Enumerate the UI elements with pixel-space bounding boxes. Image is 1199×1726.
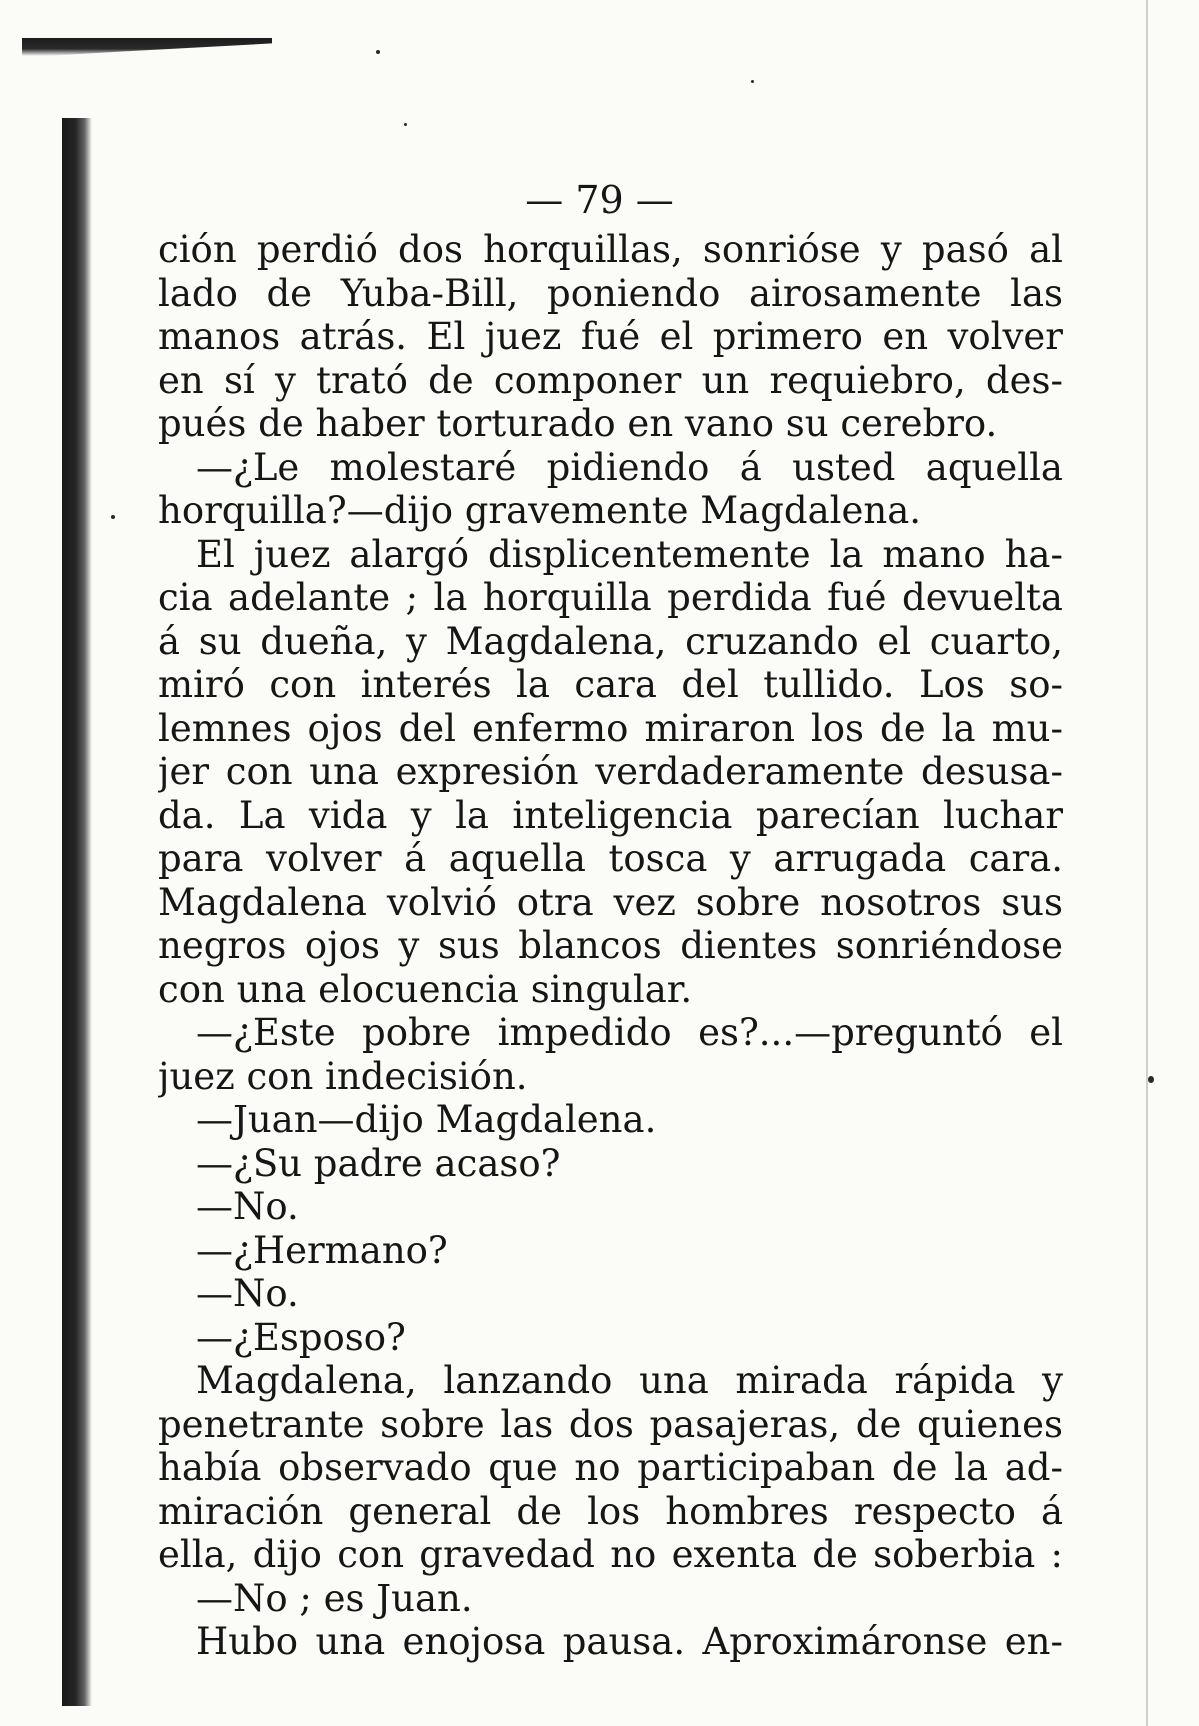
- text-line: había observado que no participaban de la ad-: [158, 1446, 1063, 1489]
- text-line: —¿Su padre acaso?: [196, 1141, 561, 1185]
- text-line: en sí y trató de componer un requiebro, des-: [158, 358, 1063, 402]
- text-line: Magdalena volvió otra vez sobre nosotros sus: [158, 880, 1063, 924]
- text-line: penetrante sobre las dos pasajeras, de quienes: [158, 1402, 1063, 1446]
- text-line: miró con interés la cara del tullido. Los so-: [158, 663, 1063, 706]
- speck: [751, 80, 754, 83]
- speck: [404, 123, 407, 126]
- text-line: lemnes ojos del enfermo miraron los de la mu-: [158, 706, 1063, 750]
- text-line: —¿Le molestaré pidiendo á usted aquella: [196, 445, 1063, 489]
- text-line: negros ojos y sus blancos dientes sonriéndose: [158, 924, 1063, 967]
- text-line: jer con una expresión verdaderamente desusa-: [158, 750, 1063, 793]
- text-line: —Juan—dijo Magdalena.: [196, 1098, 657, 1141]
- text-line: El juez alargó displicentemente la mano ha-: [196, 532, 1063, 576]
- text-line: pués de haber torturado en vano su cerebro.: [158, 402, 998, 445]
- text-line: miración general de los hombres respecto á: [158, 1489, 1063, 1533]
- text-line: manos atrás. El juez fué el primero en volver: [158, 315, 1063, 358]
- text-line: —¿Hermano?: [196, 1228, 448, 1272]
- text-line: Magdalena, lanzando una mirada rápida y: [196, 1359, 1063, 1402]
- text-line: —No.: [196, 1272, 299, 1315]
- text-line: ción perdió dos horquillas, sonrióse y pasó al: [158, 228, 1063, 271]
- text-line: —No ; es Juan.: [196, 1576, 473, 1620]
- page-edge: [1146, 0, 1148, 1726]
- text-line: —¿Esposo?: [196, 1315, 406, 1359]
- speck: [111, 515, 115, 519]
- text-line: ella, dijo con gravedad no exenta de soberbia :: [158, 1533, 1063, 1576]
- text-line: da. La vida y la inteligencia parecían luchar: [158, 793, 1063, 837]
- text-line: lado de Yuba-Bill, poniendo airosamente las: [158, 271, 1063, 315]
- text-line: horquilla?—dijo gravemente Magdalena.: [158, 489, 922, 532]
- text-line: con una elocuencia singular.: [158, 967, 693, 1011]
- text-line: juez con indecisión.: [158, 1054, 528, 1098]
- text-line: para volver á aquella tosca y arrugada cara.: [158, 837, 1063, 880]
- text-line: cia adelante ; la horquilla perdida fué devuelta: [158, 576, 1063, 619]
- speck: [376, 50, 380, 54]
- scan-corner-mark: [22, 38, 272, 56]
- binding-shadow: [62, 118, 92, 1706]
- text-line: Hubo una enojosa pausa. Aproximáronse en-: [196, 1620, 1063, 1663]
- text-line: á su dueña, y Magdalena, cruzando el cuarto,: [158, 619, 1063, 663]
- page-number: — 79 —: [525, 178, 674, 222]
- speck: [1148, 1076, 1154, 1083]
- text-line: —¿Este pobre impedido es?...—preguntó el: [196, 1011, 1063, 1054]
- text-line: —No.: [196, 1185, 299, 1228]
- body-text: [158, 228, 1063, 1664]
